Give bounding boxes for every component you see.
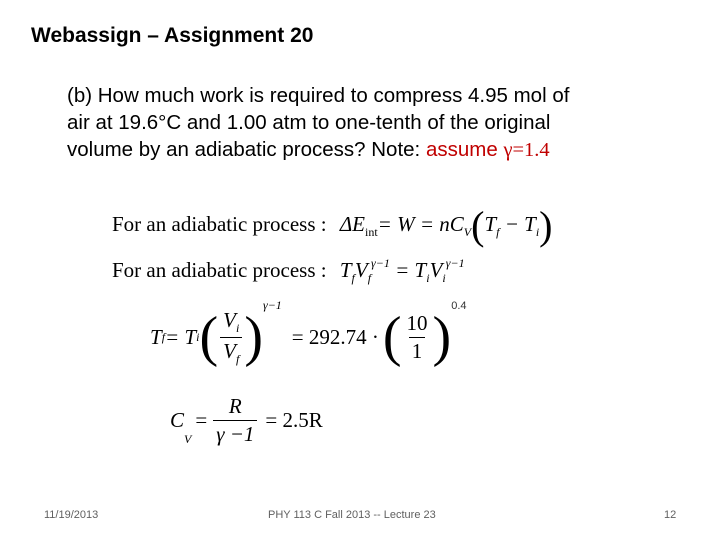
i-subscript: i	[442, 271, 446, 285]
equals-sign: =	[195, 408, 208, 432]
ti-symbol: = T	[389, 258, 427, 282]
v-subscript: V	[184, 432, 192, 446]
right-paren: )	[539, 203, 553, 248]
footer-date: 11/19/2013	[44, 509, 99, 521]
delta-e-int: ΔE	[339, 211, 365, 236]
exponent: 0.4	[451, 300, 467, 312]
equation-heat-capacity	[170, 394, 323, 447]
ti-symbol: − T	[499, 211, 536, 236]
i-subscript: i	[196, 329, 200, 344]
temperature-value: = 292.74 ·	[291, 324, 379, 349]
vi-symbol: V	[429, 258, 443, 282]
i-subscript: i	[426, 271, 430, 285]
vf-symbol: V	[354, 258, 368, 282]
equation-2-label: For an adiabatic process :	[112, 258, 327, 282]
equation-adiabatic	[112, 256, 465, 286]
question-line-1: (b) How much work is required to compress 4.95 mol of	[67, 84, 570, 107]
volume-ratio	[220, 308, 242, 367]
ratio-numerator: 10	[406, 310, 428, 335]
tf-symbol: T	[150, 324, 162, 349]
cv-symbol: C	[170, 408, 185, 432]
i-subscript: i	[235, 320, 240, 335]
left-paren: (	[471, 203, 485, 248]
question-text	[67, 82, 687, 164]
cv-denominator: γ −1	[213, 420, 257, 447]
int-subscript: int	[365, 224, 378, 239]
left-paren: (	[199, 306, 219, 368]
gamma-note	[426, 138, 550, 161]
tf-symbol: T	[484, 211, 497, 236]
left-paren: (	[382, 306, 402, 368]
i-subscript: i	[535, 224, 540, 239]
exponent: γ−1	[445, 256, 465, 270]
ti-symbol: = T	[165, 324, 197, 349]
cv-fraction	[213, 394, 257, 447]
question-line-3-text: volume by an adiabatic process? Note:	[67, 138, 426, 161]
footer-course: PHY 113 C Fall 2013 -- Lecture 23	[268, 509, 436, 521]
exponent: γ−1	[371, 256, 390, 270]
cv-result: = 2.5R	[265, 408, 323, 432]
question-line-2: air at 19.6°C and 1.00 atm to one-tenth of the original	[67, 111, 551, 134]
equation-energy	[112, 203, 553, 248]
gamma-value: γ=1.4	[503, 139, 550, 161]
f-subscript: f	[351, 271, 355, 285]
v-subscript: V	[463, 224, 472, 239]
equation-1-label: For an adiabatic process :	[112, 211, 327, 236]
vi-symbol: V	[223, 307, 236, 332]
cv-numerator: R	[228, 394, 242, 418]
tf-symbol: T	[339, 258, 352, 282]
right-paren: )	[244, 306, 263, 368]
f-subscript: f	[367, 271, 372, 285]
equation-final-temperature	[150, 298, 467, 372]
f-subscript: f	[235, 351, 240, 366]
footer-page-number: 12	[664, 509, 677, 521]
slide-title: Webassign – Assignment 20	[31, 24, 314, 47]
f-subscript: f	[161, 329, 166, 344]
ratio-denominator: 1	[409, 337, 426, 364]
gamma-note-text: assume	[425, 138, 504, 161]
question-line-3	[67, 136, 687, 164]
right-paren: )	[432, 306, 452, 368]
vf-symbol: V	[223, 338, 236, 363]
ratio-fraction	[404, 311, 431, 364]
f-subscript: f	[496, 224, 500, 239]
exponent: γ−1	[262, 298, 282, 312]
work-term: = W = nC	[377, 211, 464, 236]
